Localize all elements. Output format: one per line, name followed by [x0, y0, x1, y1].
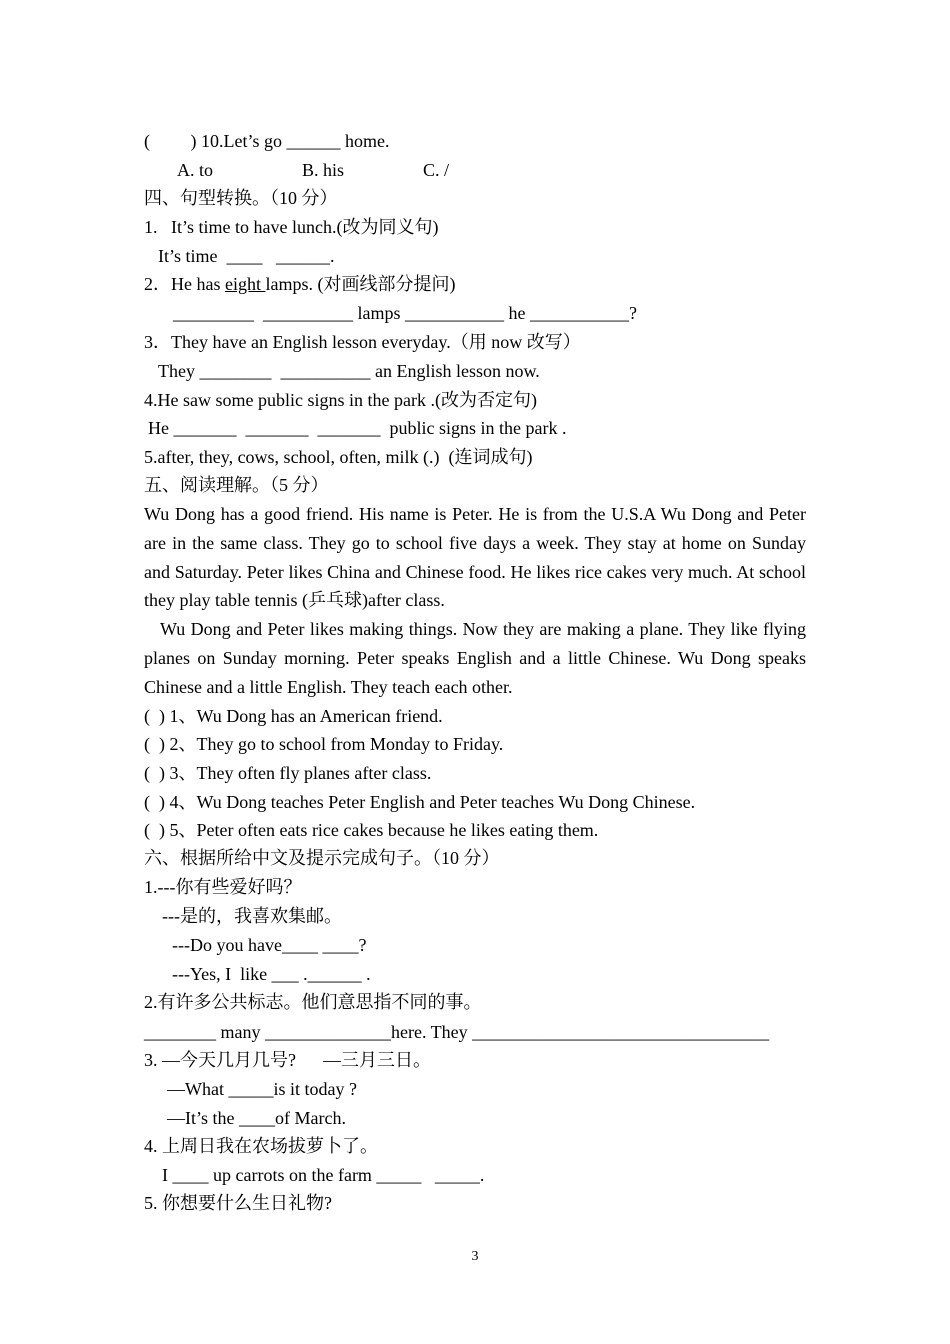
s6-q1-en2: ---Yes, I like ___ .______ .: [172, 964, 371, 984]
s4-q2-prompt-post: lamps. (对画线部分提问): [265, 274, 456, 294]
reading-question-4: ( ) 4、Wu Dong teaches Peter English and Peter teaches Wu Dong Chinese.: [144, 792, 696, 812]
page-number: 3: [471, 1249, 479, 1264]
s6-q2-zh: 2.有许多公共标志。他们意思指不同的事。: [144, 992, 482, 1012]
reading-question-5: ( ) 5、Peter often eats rice cakes because he likes eating them.: [144, 820, 599, 840]
s6-q2-en: ________ many ______________here. They _________________________________: [144, 1022, 770, 1042]
q10-option-c: C. /: [423, 160, 450, 180]
s6-q3-en1: —What _____is it today ?: [167, 1079, 357, 1099]
s6-q3-en2: —It’s the ____of March.: [167, 1108, 346, 1128]
section6-title: 六、根据所给中文及提示完成句子。（10 分）: [144, 848, 500, 868]
q10-option-a: A. to: [177, 160, 213, 180]
s4-q3-answer: They ________ __________ an English lesson now.: [158, 361, 540, 381]
s6-q5-zh: 5. 你想要什么生日礼物?: [144, 1193, 332, 1213]
reading-question-3: ( ) 3、They often fly planes after class.: [144, 763, 432, 783]
s4-q2-prompt-pre: 2．He has: [144, 274, 225, 294]
reading-paragraph-2: Wu Dong and Peter likes making things. Now they are making a plane. They like flying planes on Sunday morning. Peter speaks English and a little Chinese. Wu Dong speaks Chinese and a little English. They teach each other.: [144, 619, 806, 697]
s4-q1-prompt: 1. It’s time to have lunch.(改为同义句): [144, 217, 439, 237]
s4-q5-prompt: 5.after, they, cows, school, often, milk (.) (连词成句): [144, 447, 533, 467]
s4-q2-underlined-word: eight: [224, 274, 266, 294]
s6-q1-zh: 1.---你有些爱好吗？: [144, 877, 302, 897]
s4-q4-answer: He _______ _______ _______ public signs in the park .: [148, 418, 567, 438]
s4-q4-prompt: 4.He saw some public signs in the park .(改为否定句): [144, 390, 537, 410]
section5-title: 五、阅读理解。（5 分）: [144, 475, 329, 495]
q10-stem: ( ) 10.Let’s go ______ home.: [144, 131, 390, 151]
s6-q1-en1: ---Do you have____ ____?: [172, 935, 367, 955]
s4-q2-answer: _________ __________ lamps ___________ he ___________?: [173, 303, 637, 323]
section4-title: 四、句型转换。（10 分）: [144, 188, 338, 208]
s6-q4-zh: 4. 上周日我在农场拔萝卜了。: [144, 1136, 378, 1156]
reading-question-1: ( ) 1、Wu Dong has an American friend.: [144, 706, 443, 726]
s6-q4-en: I ____ up carrots on the farm _____ _____.: [162, 1165, 485, 1185]
s4-q3-prompt: 3．They have an English lesson everyday.（用 now 改写）: [144, 332, 581, 352]
reading-paragraph-1: Wu Dong has a good friend. His name is Peter. He is from the U.S.A Wu Dong and Peter are in the same class. They go to school five days a week. They stay at home on Sunday and Saturday. Peter likes China and Chinese food. He likes rice cakes very much. At school they play table tennis (乒乓球)after class.: [144, 504, 806, 611]
q10-option-b: B. his: [302, 160, 345, 180]
s4-q2-prompt: [144, 273, 455, 295]
s4-q1-answer: It’s time ____ ______.: [158, 246, 335, 266]
reading-question-2: ( ) 2、They go to school from Monday to Friday.: [144, 734, 504, 754]
s6-q1-zh-reply: ---是的，我喜欢集邮。: [162, 906, 342, 926]
s6-q3-zh: 3. —今天几月几号? —三月三日。: [144, 1050, 431, 1070]
